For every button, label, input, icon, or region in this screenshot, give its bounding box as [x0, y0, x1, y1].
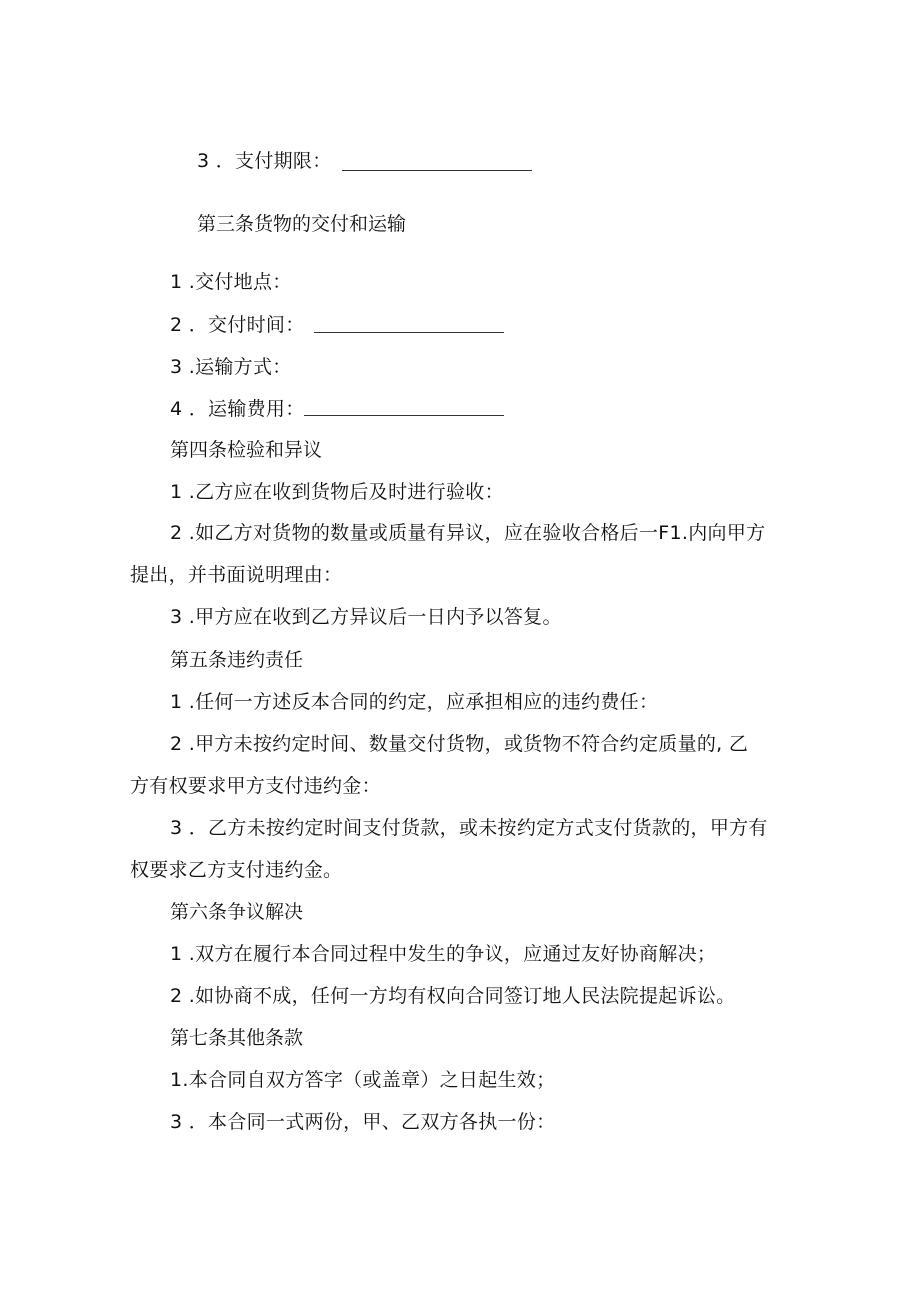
section-7-heading: 第七条其他条款 [170, 1027, 304, 1049]
delivery-time-line [170, 312, 305, 338]
section-4-heading: 第四条检验和异议 [170, 439, 323, 461]
section-4-item-2: 2 .如乙方对货物的数量或质量有异议，应在验收合格后一F1.内向甲方 [170, 522, 766, 544]
transport-cost-blank [304, 397, 504, 416]
transport-cost-line [170, 396, 305, 422]
section-6-heading: 第六条争议解决 [170, 901, 304, 923]
section-4-item-1: 1 .乙方应在收到货物后及时进行验收： [170, 481, 504, 503]
transport-cost-label: 4 ．运输费用： [170, 398, 305, 420]
transport-mode-line: 3 .运输方式： [170, 356, 292, 378]
section-5-item-2: 2 .甲方未按约定时间、数量交付货物，或货物不符合约定质量的, 乙 [170, 733, 749, 755]
section-5-heading: 第五条违约责任 [170, 649, 304, 671]
section-3-heading: 第三条货物的交付和运输 [197, 213, 407, 235]
delivery-time-blank [314, 314, 504, 333]
section-7-item-3: 3 ．本合同一式两份，甲、乙双方各执一份： [170, 1111, 556, 1133]
delivery-time-label: 2 ．交付时间： [170, 314, 305, 336]
section-5-item-1: 1 .任何一方述反本合同的约定，应承担相应的违约费任： [170, 691, 659, 713]
section-5-item-3-cont: 权要求乙方支付违约金。 [130, 859, 343, 881]
payment-deadline-line [197, 148, 332, 174]
section-6-item-2: 2 .如协商不成，任何一方均有权向合同签订地人民法院提起诉讼。 [170, 985, 736, 1007]
section-6-item-1: 1 .双方在履行本合同过程中发生的争议，应通过友好协商解决； [170, 943, 717, 965]
payment-deadline-label: 3 ．支付期限： [197, 150, 332, 172]
payment-deadline-blank [342, 152, 532, 171]
section-5-item-2-cont: 方有权要求甲方支付违约金： [130, 775, 381, 797]
section-7-item-1: 1.本合同自双方答字（或盖章）之日起生效； [170, 1069, 556, 1091]
section-4-item-3: 3 .甲方应在收到乙方异议后一日内予以答复。 [170, 606, 562, 628]
section-4-item-2-cont: 提出，并书面说明理由： [130, 564, 343, 586]
section-5-item-3: 3 ．乙方未按约定时间支付货款，或未按约定方式支付货款的，甲方有 [170, 817, 768, 839]
delivery-location-line: 1 .交付地点： [170, 271, 292, 293]
